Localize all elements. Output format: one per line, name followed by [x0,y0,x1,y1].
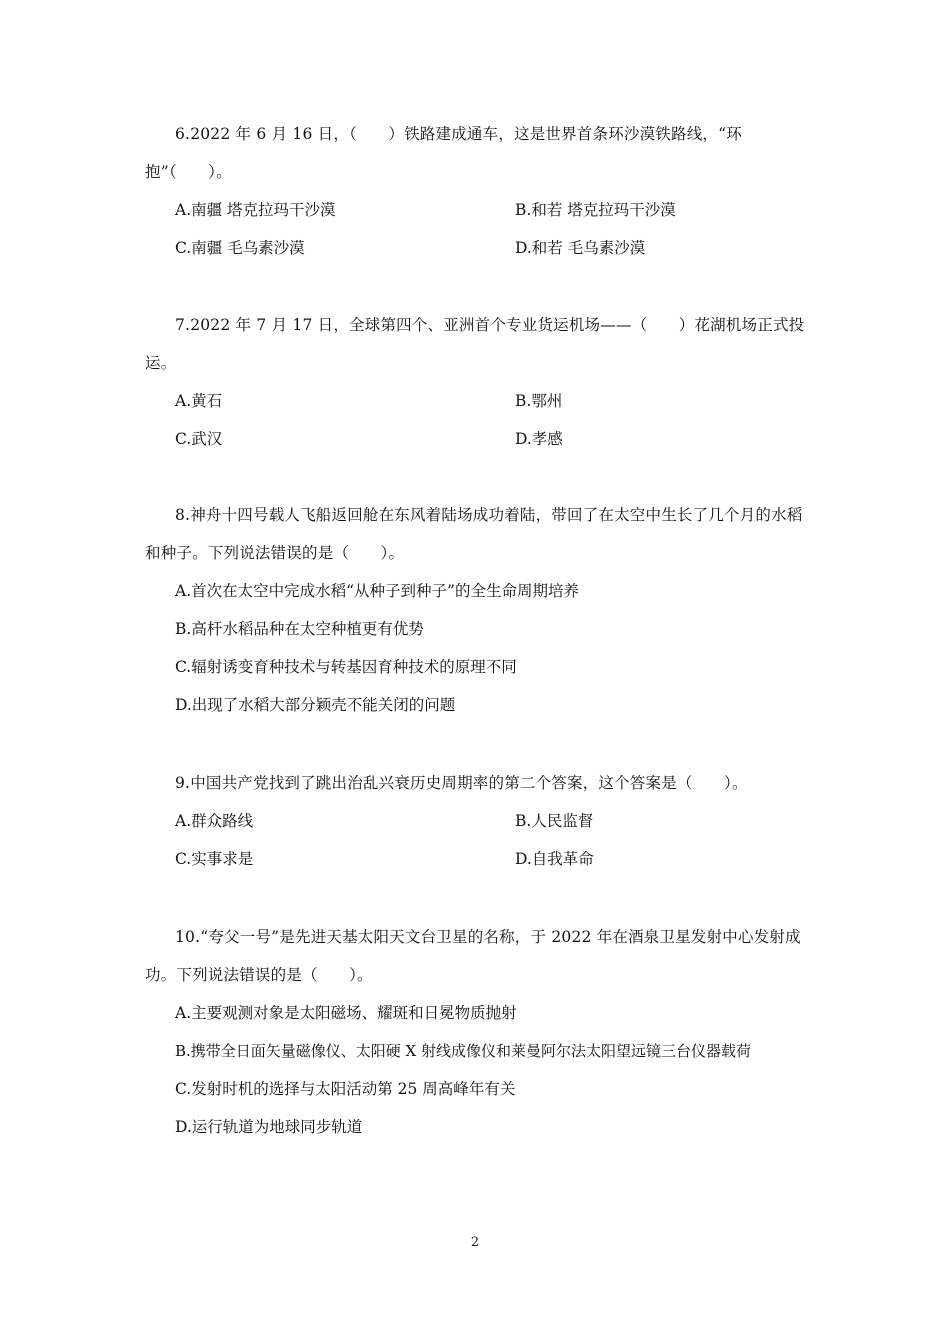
question-stem: 8.神舟十四号载人飞船返回舱在东风着陆场成功着陆，带回了在太空中生长了几个月的水稻和种子。下列说法错误的是（ ）。 [145,506,803,562]
option-d: D.和若 毛乌素沙漠 [515,239,646,257]
option-a: A.群众路线 [175,812,254,830]
option-d: D.运行轨道为地球同步轨道 [175,1118,363,1136]
option-b: B.人民监督 [515,812,594,830]
option-b: B.携带全日面矢量磁像仪、太阳硬 X 射线成像仪和莱曼阿尔法太阳望远镜三台仪器载荷 [175,1042,752,1060]
option-d: D.自我革命 [515,850,594,868]
option-a: A.南疆 塔克拉玛干沙漠 [175,201,336,219]
question-stem: 6.2022 年 6 月 16 日，（ ）铁路建成通车，这是世界首条环沙漠铁路线，“环抱”（ ）。 [145,125,742,181]
question-6 [145,115,810,267]
question-8 [145,496,810,724]
option-b: B.高杆水稻品种在太空种植更有优势 [175,620,424,638]
question-stem: 10.“夸父一号”是先进天基太阳天文台卫星的名称，于 2022 年在酒泉卫星发射中心发射成功。下列说法错误的是（ ）。 [145,928,801,984]
option-b: B.鄂州 [515,392,563,410]
option-b: B.和若 塔克拉玛干沙漠 [515,201,676,219]
option-a: A.黄石 [175,392,223,410]
page-number: 2 [470,1235,480,1250]
option-c: C.辐射诱变育种技术与转基因育种技术的原理不同 [175,658,517,676]
option-c: C.南疆 毛乌素沙漠 [175,239,305,257]
option-c: C.武汉 [175,430,223,448]
option-d: D.孝感 [515,430,563,448]
question-7 [145,306,810,458]
question-9 [145,764,810,878]
question-stem: 7.2022 年 7 月 17 日，全球第四个、亚洲首个专业货运机场——（ ）花湖机场正式投运。 [145,316,805,372]
option-c: C.发射时机的选择与太阳活动第 25 周高峰年有关 [175,1080,516,1098]
question-10 [145,918,810,1146]
option-a: A.主要观测对象是太阳磁场、耀斑和日冕物质抛射 [175,1004,517,1022]
option-d: D.出现了水稻大部分颖壳不能关闭的问题 [175,696,456,714]
option-c: C.实事求是 [175,850,254,868]
question-stem: 9.中国共产党找到了跳出治乱兴衰历史周期率的第二个答案，这个答案是（ ）。 [175,774,748,792]
option-a: A.首次在太空中完成水稻“从种子到种子”的全生命周期培养 [175,582,579,600]
